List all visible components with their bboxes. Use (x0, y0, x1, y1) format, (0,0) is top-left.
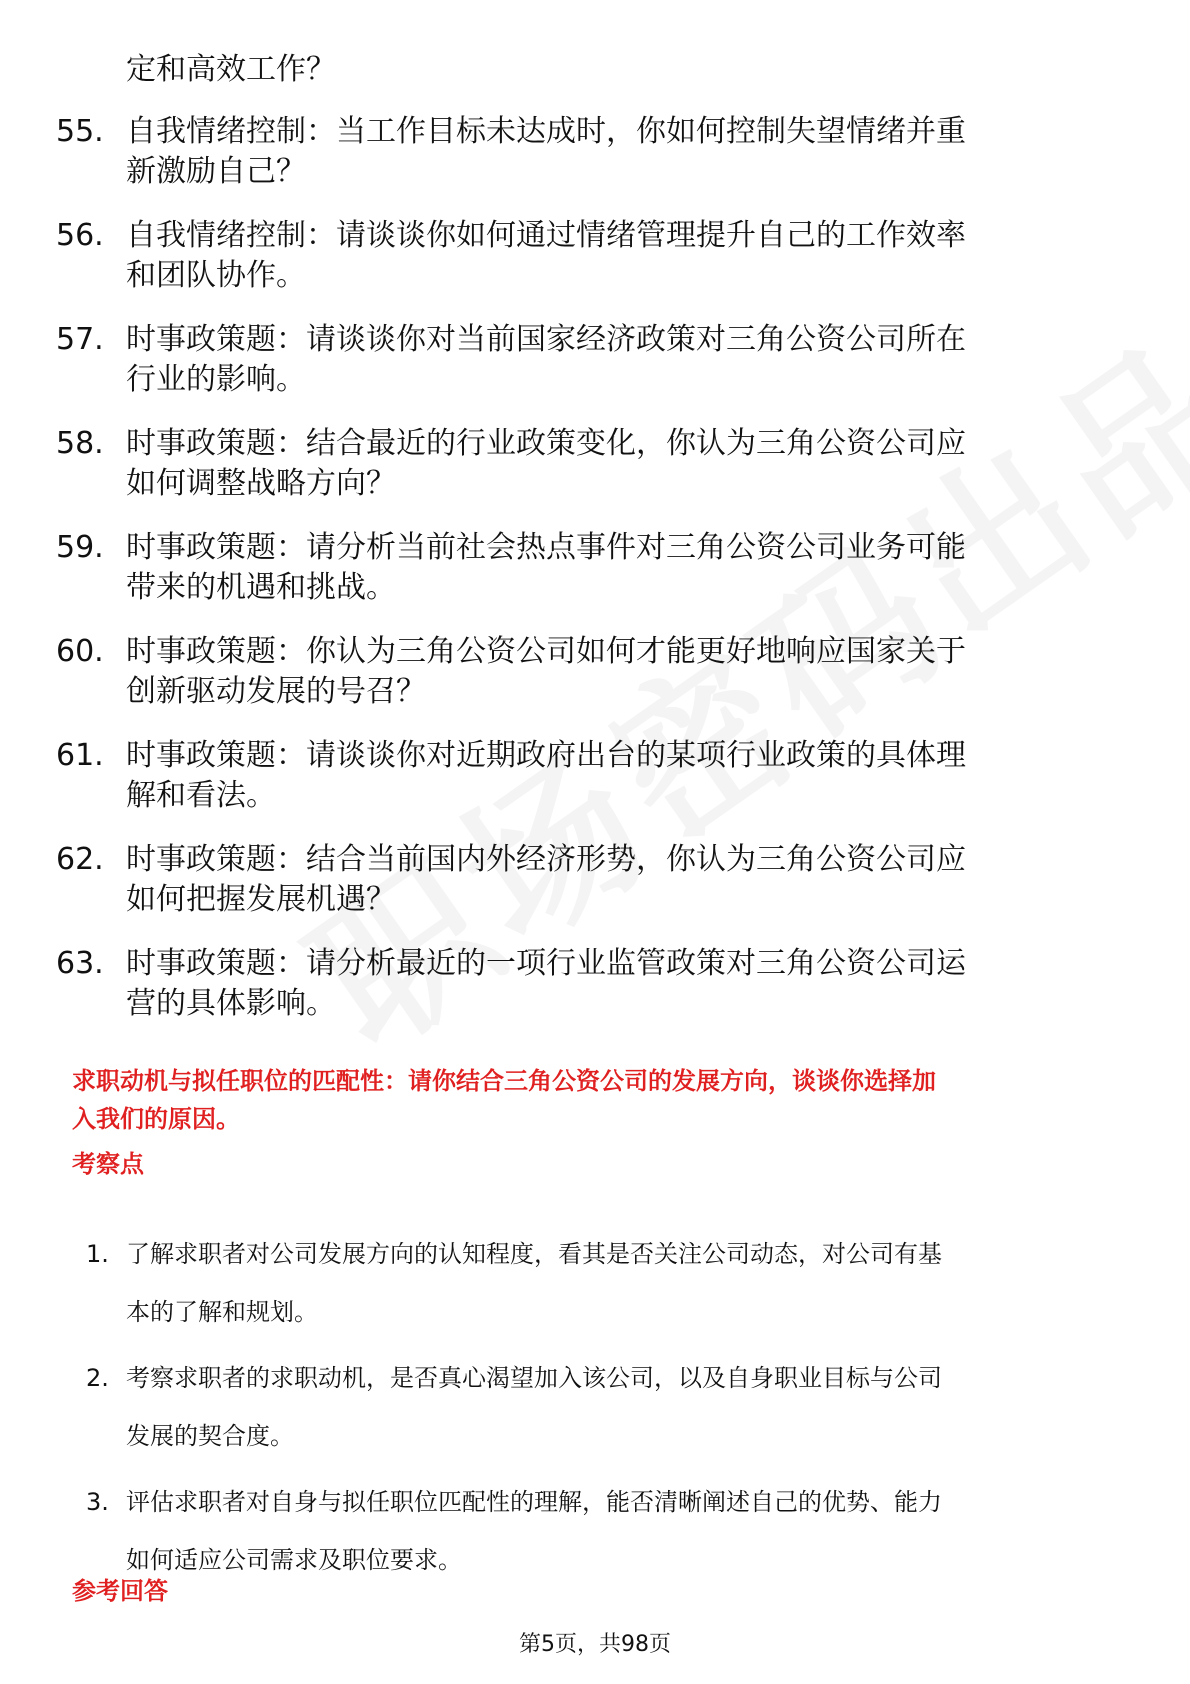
point-item-1 (86, 1225, 1116, 1341)
question-text-line1: 时事政策题：请分析最近的一项行业监管政策对三角公资公司运 (126, 946, 966, 981)
question-text-line2: 解和看法。 (126, 778, 276, 813)
section-title-line2: 入我们的原因。 (72, 1105, 240, 1133)
question-text-line2: 如何把握发展机遇？ (126, 882, 396, 917)
question-item-56 (56, 216, 1116, 296)
question-text-line1: 自我情绪控制：当工作目标未达成时，你如何控制失望情绪并重 (126, 114, 966, 149)
continued-question-text: 定和高效工作？ (126, 52, 336, 87)
point-text-line2: 如何适应公司需求及职位要求。 (126, 1546, 462, 1574)
question-number: 55. (56, 114, 104, 149)
point-number: 3. (86, 1488, 109, 1516)
point-text-line1: 评估求职者对自身与拟任职位匹配性的理解，能否清晰阐述自己的优势、能力 (126, 1488, 942, 1516)
question-text-line1: 时事政策题：请谈谈你对近期政府出台的某项行业政策的具体理 (126, 738, 966, 773)
question-text-line2: 和团队协作。 (126, 258, 306, 293)
point-number: 1. (86, 1240, 109, 1268)
question-number: 56. (56, 218, 104, 253)
question-text-line2: 带来的机遇和挑战。 (126, 570, 396, 605)
question-item-62 (56, 840, 1116, 920)
question-number: 59. (56, 530, 104, 565)
question-text-line2: 如何调整战略方向？ (126, 466, 396, 501)
points-list (86, 1225, 1116, 1597)
question-item-58 (56, 424, 1116, 504)
question-number: 63. (56, 946, 104, 981)
point-number: 2. (86, 1364, 109, 1392)
point-text-line2: 本的了解和规划。 (126, 1298, 318, 1326)
question-number: 57. (56, 322, 104, 357)
question-text-line1: 时事政策题：你认为三角公资公司如何才能更好地响应国家关于 (126, 634, 966, 669)
question-text-line1: 自我情绪控制：请谈谈你如何通过情绪管理提升自己的工作效率 (126, 218, 966, 253)
point-text-line2: 发展的契合度。 (126, 1422, 294, 1450)
point-text-line1: 考察求职者的求职动机，是否真心渴望加入该公司，以及自身职业目标与公司 (126, 1364, 942, 1392)
question-text-line1: 时事政策题：请谈谈你对当前国家经济政策对三角公资公司所在 (126, 322, 966, 357)
question-number: 61. (56, 738, 104, 773)
point-item-3 (86, 1473, 1116, 1589)
question-item-59 (56, 528, 1116, 608)
answer-heading: 参考回答 (72, 1577, 168, 1605)
question-text-line1: 时事政策题：结合当前国内外经济形势，你认为三角公资公司应 (126, 842, 966, 877)
point-text-line1: 了解求职者对公司发展方向的认知程度，看其是否关注公司动态，对公司有基 (126, 1240, 942, 1268)
question-number: 62. (56, 842, 104, 877)
question-text-line1: 时事政策题：结合最近的行业政策变化，你认为三角公资公司应 (126, 426, 966, 461)
question-number: 60. (56, 634, 104, 669)
question-item-63 (56, 944, 1116, 1024)
question-text-line2: 营的具体影响。 (126, 986, 336, 1021)
question-text-line2: 新激励自己？ (126, 154, 306, 189)
question-item-55 (56, 112, 1116, 192)
points-heading: 考察点 (72, 1150, 144, 1178)
question-number: 58. (56, 426, 104, 461)
question-list (56, 112, 1116, 1048)
question-item-57 (56, 320, 1116, 400)
page-footer: 第5页，共98页 (519, 1632, 671, 1657)
question-text-line2: 创新驱动发展的号召？ (126, 674, 426, 709)
question-text-line2: 行业的影响。 (126, 362, 306, 397)
question-text-line1: 时事政策题：请分析当前社会热点事件对三角公资公司业务可能 (126, 530, 966, 565)
question-item-60 (56, 632, 1116, 712)
question-item-61 (56, 736, 1116, 816)
section-title (72, 1062, 1122, 1138)
point-item-2 (86, 1349, 1116, 1465)
section-title-line1: 求职动机与拟任职位的匹配性：请你结合三角公资公司的发展方向，谈谈你选择加 (72, 1067, 936, 1095)
